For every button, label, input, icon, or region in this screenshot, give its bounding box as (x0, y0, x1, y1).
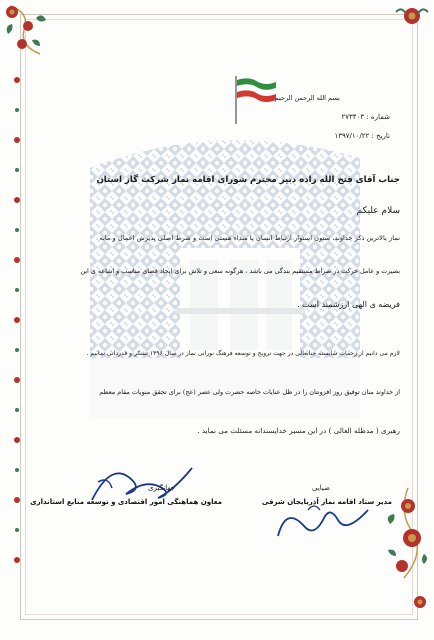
top-left-floral-ornament-icon (0, 0, 60, 70)
left-border-flower-vine-icon (10, 70, 24, 590)
letter-number (290, 113, 390, 121)
date-label: تاریخ : (371, 132, 390, 140)
right-signer-name: ضیایی (312, 484, 330, 492)
bottom-right-corner-ornament-icon (408, 590, 432, 620)
recipient-line: جناب آقای فتح الله زاده دبیر محترم شورای اقامه نماز شرکت گاز استان (96, 175, 400, 185)
body-line: فریضه ی الهی ارزشمند است . (297, 300, 400, 309)
body-line: لازم می دانیم از زحمات شایسته جنابعالی در جهت ترویج و توسعه فرهنگ نورانی نماز در سال ۱۳۹۶ تشکر و قدردانی نماییم . (86, 350, 400, 357)
greeting: سلام علیکم (356, 206, 400, 216)
right-signer-title: مدیر ستاد اقامه نماز آذربایجان شرقی (261, 498, 392, 506)
letter-date (290, 132, 390, 140)
bismillah-heading: بسم الله الرحمن الرحیم (274, 94, 340, 102)
top-right-ornament-icon (392, 4, 432, 34)
body-line: رهبری ( مدظله العالی ) در این مسیر خداپسندانه مسئلت می نماید . (197, 426, 400, 435)
number-label: شماره : (366, 113, 390, 121)
body-line: نماز بالاترین ذکر خداوند، ستون استوار ارتباط انسان با مبداء هستی است و شرط اصلی پذیرش اعمال و مایه (99, 234, 400, 242)
number-value: ۲۷۳۴۰۳ (341, 113, 365, 121)
left-handwritten-signature (82, 452, 202, 516)
date-value: ۱۳۹۷/۱۰/۲۲ (334, 132, 370, 140)
left-signer-title: معاون هماهنگی امور اقتصادی و توسعه منابع استانداری (30, 498, 222, 506)
body-line: از خداوند منان توفیق روز افزونتان را در ظل عنایات خاصه حضرت ولی عصر (عج) برای تحقق منویات مقام معظم (99, 388, 400, 396)
left-signer-name: جهانگیری (148, 484, 175, 492)
body-line: بصیرت و عامل حرکت در صراط مستقیم بندگی می باشد ، هرگونه سعی و تلاش برای ایجاد فضای مناسب و اشاعه ی این (80, 267, 400, 275)
